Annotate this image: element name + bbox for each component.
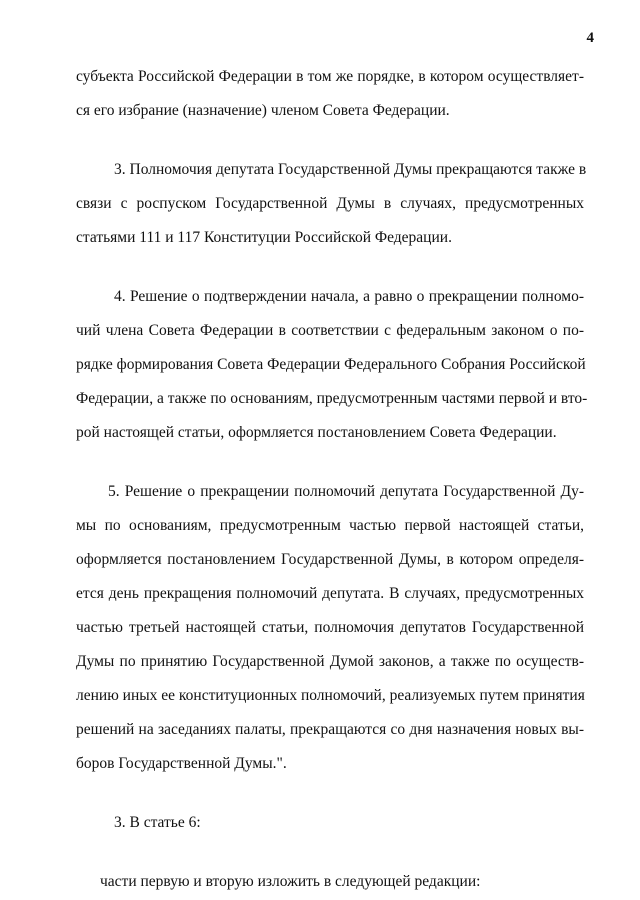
text-line: мы по основаниям, предусмотренным частью первой настоящей статьи, — [76, 517, 584, 534]
text-line: решений на заседаниях палаты, прекращаются со дня назначения новых вы- — [76, 721, 584, 738]
article-item-3: 3. В статье 6: — [114, 814, 201, 831]
amendment-instruction: части первую и вторую изложить в следующей редакции: — [100, 873, 481, 890]
paragraph-gap — [76, 128, 584, 153]
page-number: 4 — [586, 30, 594, 46]
text-line: Думы по принятию Государственной Думой законов, а также по осуществ- — [76, 653, 584, 670]
text-line: ется день прекращения полномочий депутата. В случаях, предусмотренных — [76, 585, 584, 602]
text-line: лению иных ее конституционных полномочий, реализуемых путем принятия — [76, 687, 585, 704]
text-line: субъекта Российской Федерации в том же порядке, в котором осуществляет- — [76, 68, 584, 85]
text-line: рядке формирования Совета Федерации Федерального Собрания Российской — [76, 356, 586, 373]
paragraph-5 — [76, 475, 584, 781]
text-line: чий члена Совета Федерации в соответствии с федеральным законом о по- — [76, 322, 584, 339]
paragraph-3 — [76, 153, 587, 255]
paragraph-gap — [76, 781, 584, 806]
text-line: Федерации, а также по основаниям, предусмотренным частями первой и вто- — [76, 390, 588, 407]
text-line: боров Государственной Думы.". — [76, 755, 287, 772]
text-line: связи с роспуском Государственной Думы в случаях, предусмотренных — [76, 195, 584, 212]
text-line: 3. Полномочия депутата Государственной Думы прекращаются также в — [114, 161, 587, 178]
paragraph-4 — [76, 280, 588, 450]
text-line: ся его избрание (назначение) членом Совета Федерации. — [76, 102, 450, 119]
text-line: 5. Решение о прекращении полномочий депутата Государственной Ду- — [108, 483, 584, 500]
text-line: частью третьей настоящей статьи, полномочия депутатов Государственной — [76, 619, 584, 636]
document-body — [76, 60, 588, 899]
paragraph-gap — [76, 255, 584, 280]
paragraph-gap — [76, 840, 584, 865]
paragraph-gap — [76, 450, 584, 475]
paragraph-continuation — [76, 60, 584, 128]
text-line: 4. Решение о подтверждении начала, а равно о прекращении полномо- — [114, 288, 584, 305]
text-line: оформляется постановлением Государственной Думы, в котором определя- — [76, 551, 584, 568]
text-line: статьями 111 и 117 Конституции Российской Федерации. — [76, 229, 452, 246]
text-line: рой настоящей статьи, оформляется постановлением Совета Федерации. — [76, 424, 557, 441]
